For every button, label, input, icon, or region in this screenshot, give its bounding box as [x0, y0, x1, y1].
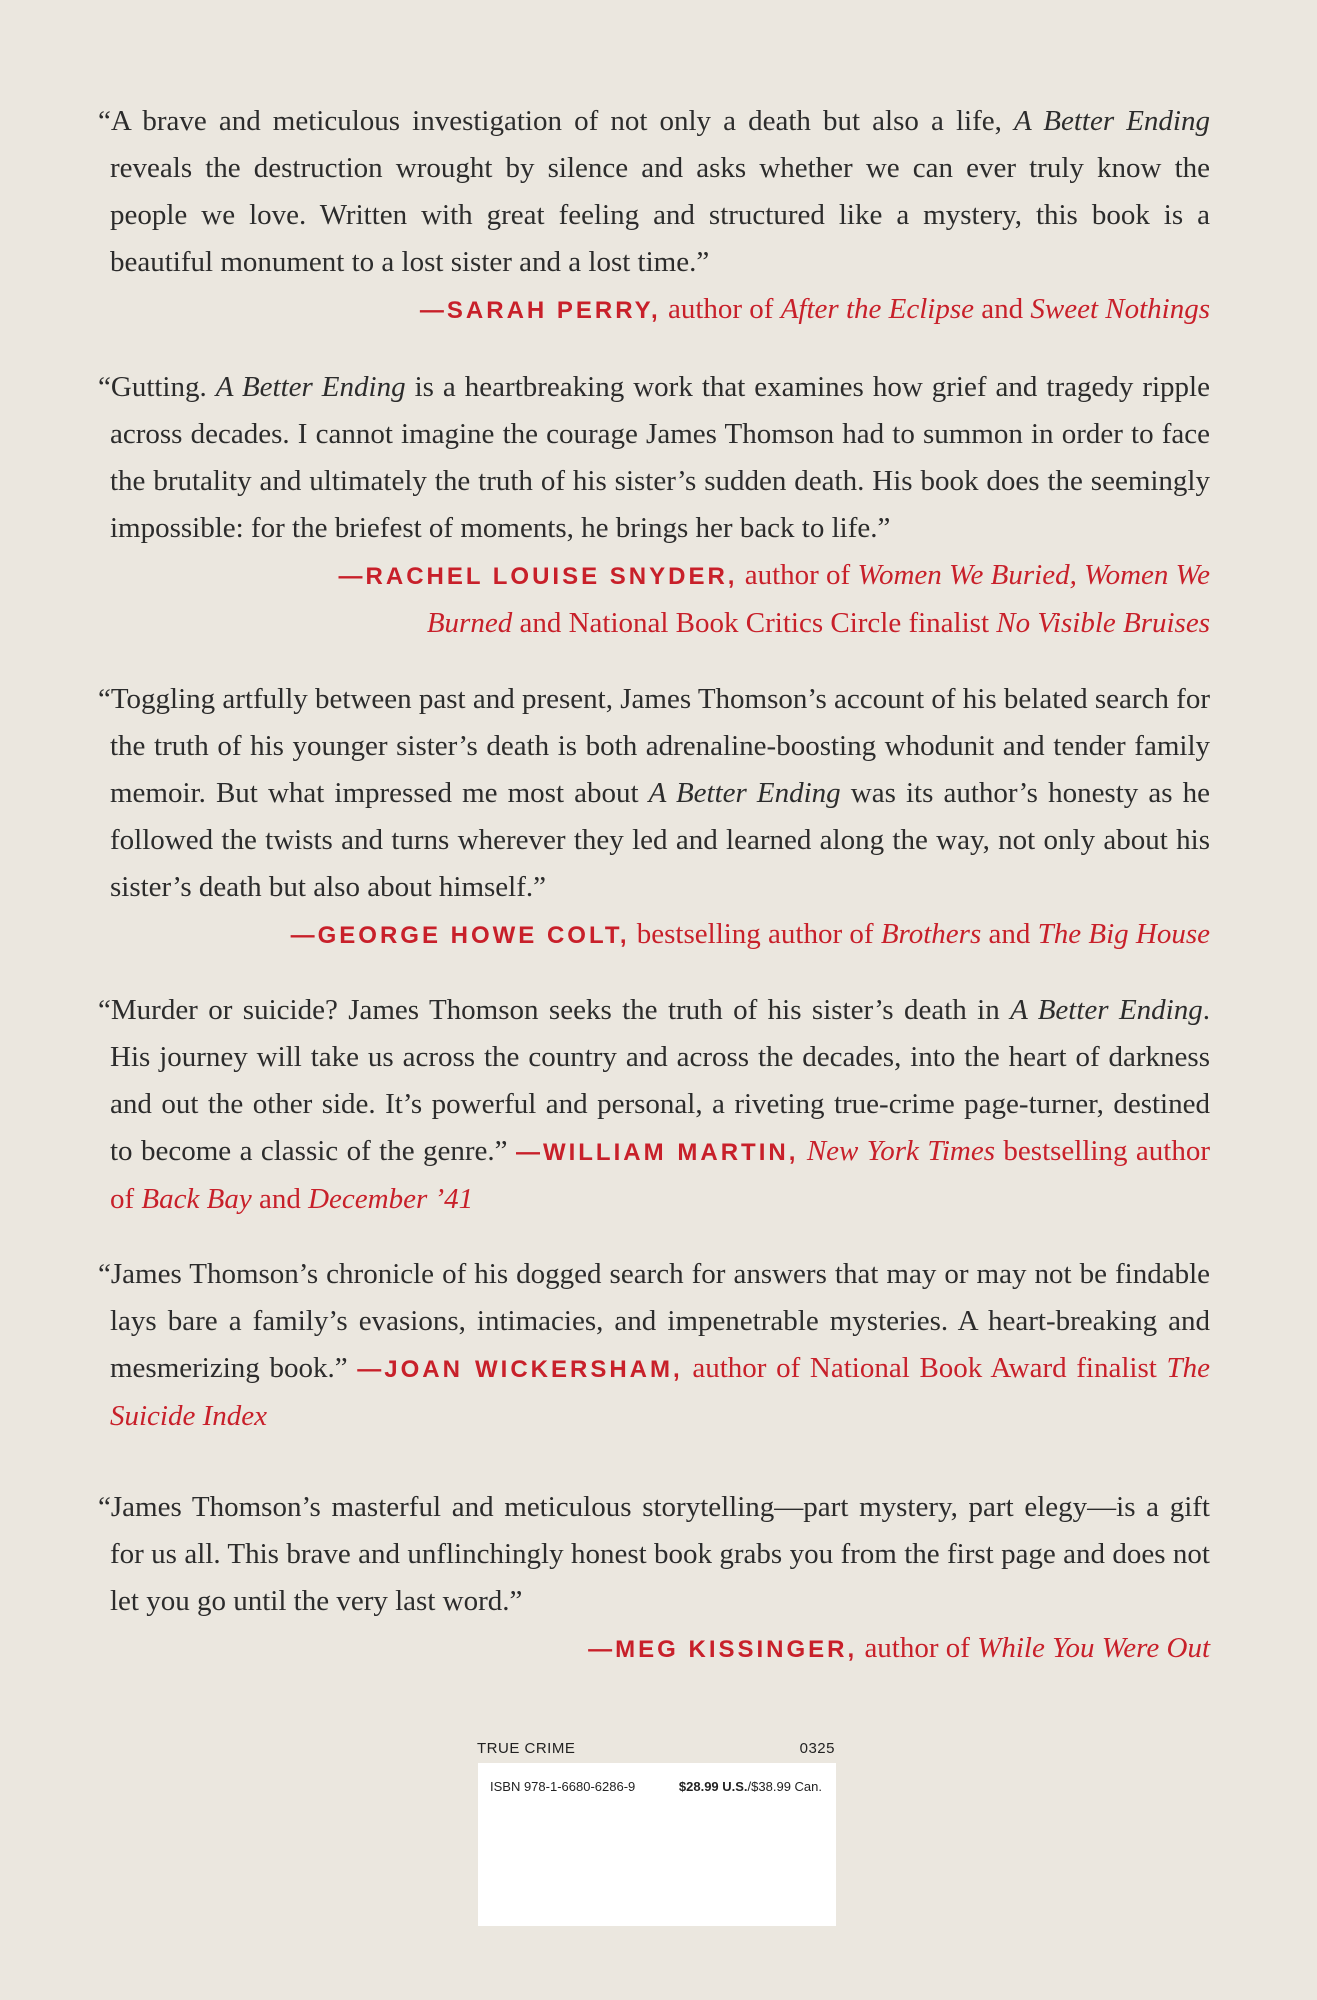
- quote-text: is a heartbreaking work that examines how grief and tragedy ripple across decades. I cannot imagine the courage James Thomson had to summon in order to face the brutality and ultimately the truth of his sister’s sudden death. His book does the seemingly impossible: for the briefest of moments, he brings her back to life.”: [110, 371, 1210, 544]
- quote-text: reveals the destruction wrought by silence and asks whether we can ever truly know the people we love. Written with great feeling and structured like a mystery, this book is a beautiful monument to a lost sister and a lost time.”: [110, 152, 1210, 278]
- barcode-label: [477, 1740, 835, 1757]
- reviewer-role: author of: [737, 559, 858, 591]
- reviewer-work: Back Bay: [141, 1183, 252, 1215]
- quote-text: was its author’s honesty as he followed the twists and turns wherever they led and learned along the way, not only about his sister’s death but also about himself.”: [110, 777, 1211, 903]
- reviewer-work: The Big House: [1037, 918, 1210, 950]
- reviewer-work: While You Were Out: [977, 1632, 1210, 1664]
- reviewer-work: December ’41: [308, 1183, 474, 1215]
- conjunction: and: [981, 918, 1038, 950]
- blurb-quote: [98, 1251, 1210, 1440]
- blurb-quote: [98, 1484, 1210, 1625]
- book-title: A Better Ending: [1013, 105, 1210, 137]
- reviewer-name: —MEG KISSINGER,: [588, 1636, 858, 1663]
- reviewer-work: The Suicide Index: [110, 1352, 1210, 1432]
- reviewer-name: —SARAH PERRY,: [419, 297, 661, 324]
- price-can: /$38.99 Can.: [747, 1779, 822, 1794]
- book-title: A Better Ending: [1010, 994, 1203, 1026]
- blurb-william-martin: [98, 987, 1210, 1223]
- blurb-attribution: [98, 911, 1210, 959]
- genre-category: TRUE CRIME: [477, 1740, 576, 1757]
- reviewer-role: bestselling author of: [110, 1135, 1210, 1215]
- quote-text: . His journey will take us across the country and across the decades, into the heart of darkness and out the other side. It’s powerful and personal, a riveting true-crime page-turner, destined to become a classic of the genre.”: [110, 994, 1210, 1167]
- isbn: ISBN 978-1-6680-6286-9: [490, 1779, 636, 1794]
- quote-text: “James Thomson’s masterful and meticulous storytelling—part mystery, part elegy—is a gift for us all. This brave and unflinchingly honest book grabs you from the first page and does not let you go until the very last word.”: [98, 1491, 1210, 1617]
- blurb-joan-wickersham: [98, 1251, 1210, 1440]
- price: [679, 1779, 822, 1794]
- conjunction: and: [251, 1183, 309, 1215]
- blurb-rachel-louise-snyder: [98, 364, 1210, 647]
- reviewer-name: —JOAN WICKERSHAM,: [357, 1356, 683, 1383]
- reviewer-work: After the Eclipse: [780, 293, 974, 325]
- book-title: A Better Ending: [648, 777, 841, 809]
- blurb-george-howe-colt: [98, 676, 1210, 959]
- reviewer-name: —RACHEL LOUISE SNYDER,: [338, 563, 738, 590]
- reviewer-work: Sweet Nothings: [1030, 293, 1210, 325]
- blurb-quote: [98, 364, 1210, 552]
- print-code: 0325: [799, 1740, 835, 1757]
- reviewer-role: author of National Book Award finalist: [682, 1352, 1167, 1384]
- book-title: A Better Ending: [215, 371, 406, 403]
- quote-text: “A brave and meticulous investigation of not only a death but also a life,: [98, 105, 1014, 137]
- publication-name: New York Times: [806, 1135, 996, 1167]
- reviewer-name: —WILLIAM MARTIN,: [515, 1139, 799, 1166]
- spacer: [798, 1135, 806, 1167]
- price-us: $28.99 U.S.: [678, 1779, 748, 1794]
- blurb-attribution: [98, 1625, 1210, 1673]
- barcode-box: [478, 1763, 836, 1926]
- blurb-quote: [98, 676, 1210, 911]
- blurb-quote: [98, 98, 1210, 286]
- reviewer-work: No Visible Bruises: [996, 607, 1210, 639]
- blurb-quote: [98, 987, 1210, 1223]
- quote-text: “Murder or suicide? James Thomson seeks the truth of his sister’s death in: [98, 994, 1011, 1026]
- conjunction: and National Book Critics Circle finalist: [512, 607, 997, 639]
- blurb-sarah-perry: [98, 98, 1210, 334]
- reviewer-role: author of: [857, 1632, 978, 1664]
- reviewer-work: Women We Buried, Women We Burned: [426, 559, 1210, 639]
- blurb-meg-kissinger: [98, 1484, 1210, 1673]
- blurb-attribution: [98, 552, 1210, 647]
- reviewer-work: Brothers: [880, 918, 982, 950]
- quote-text: “Gutting.: [98, 371, 216, 403]
- conjunction: and: [973, 293, 1031, 325]
- reviewer-role: author of: [660, 293, 781, 325]
- quote-text: “Toggling artfully between past and present, James Thomson’s account of his belated search for the truth of his younger sister’s death is both adrenaline-boosting whodunit and tender family memoir. But what impressed me most about: [98, 683, 1210, 809]
- reviewer-role: bestselling author of: [629, 918, 881, 950]
- quote-text: “James Thomson’s chronicle of his dogged search for answers that may or may not be findable lays bare a family’s evasions, intimacies, and impenetrable mysteries. A heart-breaking and mesmerizing book.”: [98, 1258, 1210, 1384]
- isbn-price-line: [490, 1779, 828, 1794]
- blurb-attribution: [98, 286, 1210, 334]
- reviewer-name: —GEORGE HOWE COLT,: [290, 922, 630, 949]
